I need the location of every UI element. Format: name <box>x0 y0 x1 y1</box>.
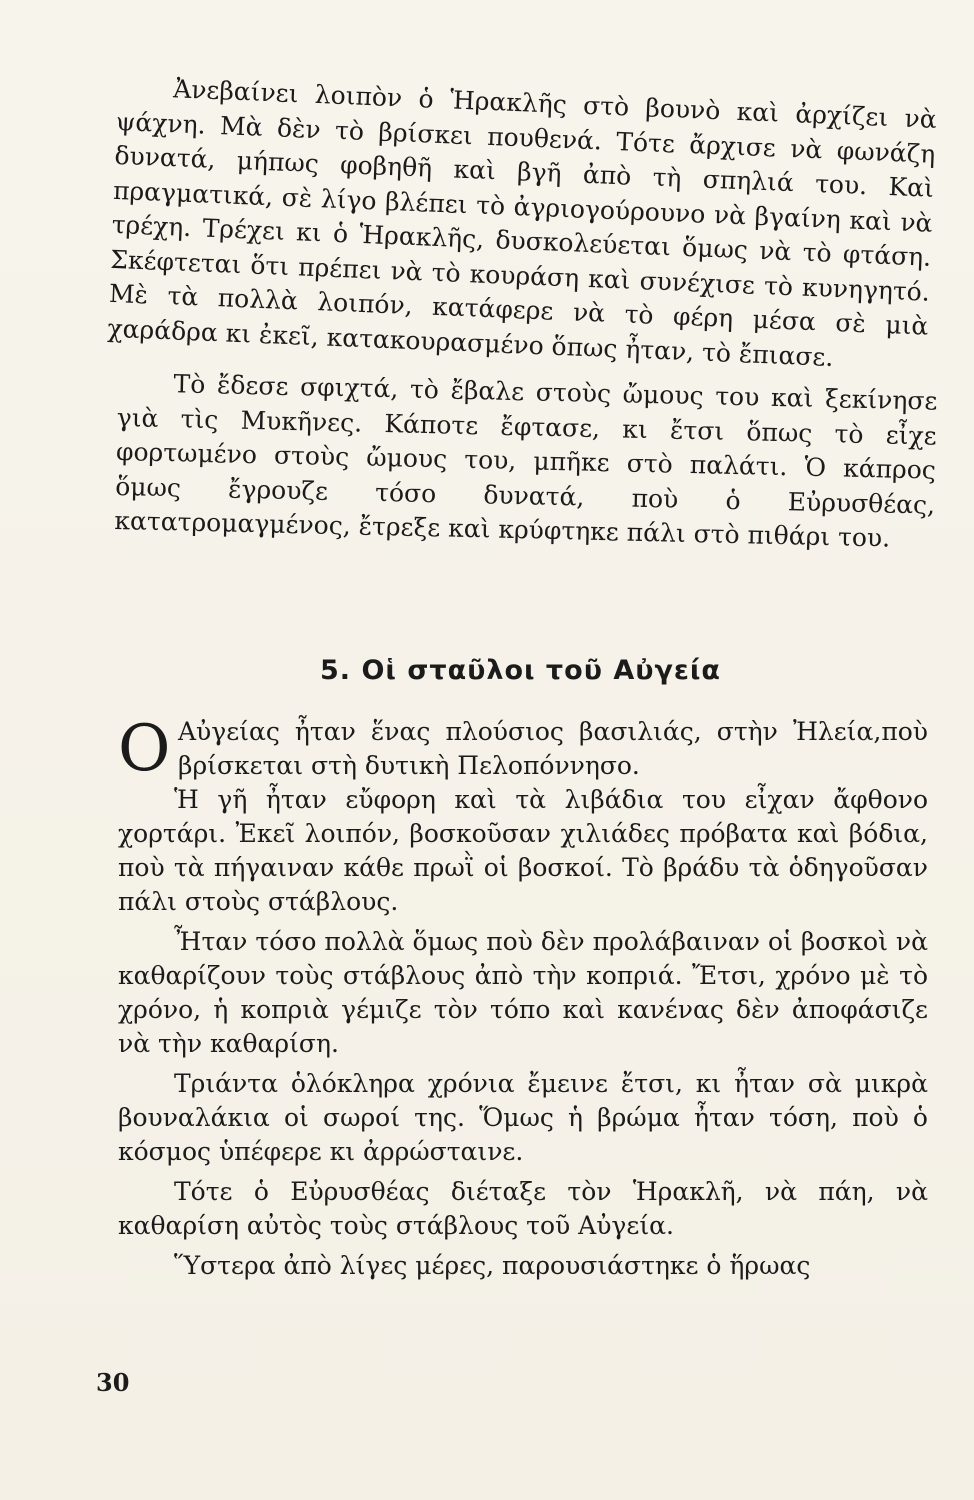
paragraph-boar-hunt: Ἀνεβαίνει λοιπὸν ὁ Ἡρακλῆς στὸ βουνὸ καὶ ἀρχίζει νὰ ψάχνη. Μὰ δὲν τὸ βρίσκει πουθενά. Τότε ἄρχισε νὰ φωνάζη δυνατά, μήπως φοβηθῆ καὶ βγῆ ἀπὸ τὴ σπηλιά του. Καὶ πραγματικά, σὲ λίγο βλέπει τὸ ἀγριογούρουνο νὰ βγαίνη καὶ νὰ τρέχη. Τρέχει κι ὁ Ἡρακλῆς, δυσκολεύεται ὅμως νὰ τὸ φτάση. Σκέφτεται ὅτι πρέπει νὰ τὸ κουράση καὶ συνέχισε τὸ κυνηγητό. Μὲ τὰ πολλὰ λοιπόν, κατάφερε νὰ τὸ φέρη μέσα σὲ μιὰ χαράδρα κι ἐκεῖ, κατακουρασμένο ὅπως ἦταν, τὸ ἔπιασε. <box>107 74 938 372</box>
paragraph-thirty-years: Τριάντα ὁλόκληρα χρόνια ἔμεινε ἔτσι, κι ἦταν σὰ μικρὰ βουναλάκια οἱ σωροί της. Ὅμως ἡ βρώμα ἦταν τόση, ποὺ ὁ κόσμος ὑπέφερε κι ἀρρώσταινε. <box>118 1069 928 1166</box>
paragraph-return-mycenae: Τὸ ἔδεσε σφιχτά, τὸ ἔβαλε στοὺς ὤμους του καὶ ξεκίνησε γιὰ τὶς Μυκῆνες. Κάποτε ἔφτασε, κι ἔτσι ὅπως τὸ εἶχε φορτωμένο στοὺς ὤμους του, μπῆκε στὸ παλάτι. Ὁ κάπρος ὅμως ἔγρουζε τόσο δυνατά, ποὺ ὁ Εὐρυσθέας, κατατρομαγμένος, ἔτρεξε καὶ κρύφτηκε πάλι στὸ πιθάρι του. <box>114 369 938 553</box>
paragraph-eurystheus-orders: Τότε ὁ Εὐρυσθέας διέταξε τὸν Ἡρακλῆ, νὰ πάη, νὰ καθαρίση αὐτὸς τοὺς στάβλους τοῦ Αὐγεία. <box>118 1177 928 1240</box>
paragraph-hero-appears: Ὕστερα ἀπὸ λίγες μέρες, παρουσιάστηκε ὁ ἥρωας <box>174 1251 811 1280</box>
dropcap-letter: Ο <box>118 712 171 786</box>
paragraph-dung-accumulates: Ἦταν τόσο πολλὰ ὅμως ποὺ δὲν προλάβαιναν οἱ βοσκοὶ νὰ καθαρίζουν τοὺς στάβλους ἀπὸ τὴν κοπριά. Ἔτσι, χρόνο μὲ τὸ χρόνο, ἡ κοπριὰ γέμιζε τὸν τόπο καὶ κανένας δὲν ἀποφάσιζε νὰ τὴν καθαρίση. <box>118 927 928 1058</box>
top-text-block <box>107 70 938 553</box>
paragraph-fertile-land: Ἡ γῆ ἦταν εὔφορη καὶ τὰ λιβάδια του εἶχαν ἄφθονο χορτάρι. Ἐκεῖ λοιπόν, βοσκοῦσαν χιλιάδες πρόβατα καὶ βόδια, ποὺ τὰ πήγαιναν κάθε πρωῒ οἱ βοσκοί. Τὸ βράδυ τὰ ὁδηγοῦσαν πάλι στοὺς στάβλους. <box>118 785 928 916</box>
paragraph-augeas-intro: Αὐγείας ἦταν ἕνας πλούσιος βασιλιάς, στὴν Ἠλεία,ποὺ βρίσκεται στὴ δυτικὴ Πελοπόννησο. <box>178 717 928 780</box>
section-text-block <box>118 712 928 1283</box>
dropcap-paragraph-wrapper <box>118 712 928 786</box>
page-number: 30 <box>96 1368 130 1397</box>
section-heading: 5. Οἱ σταῦλοι τοῦ Αὐγεία <box>320 655 721 686</box>
